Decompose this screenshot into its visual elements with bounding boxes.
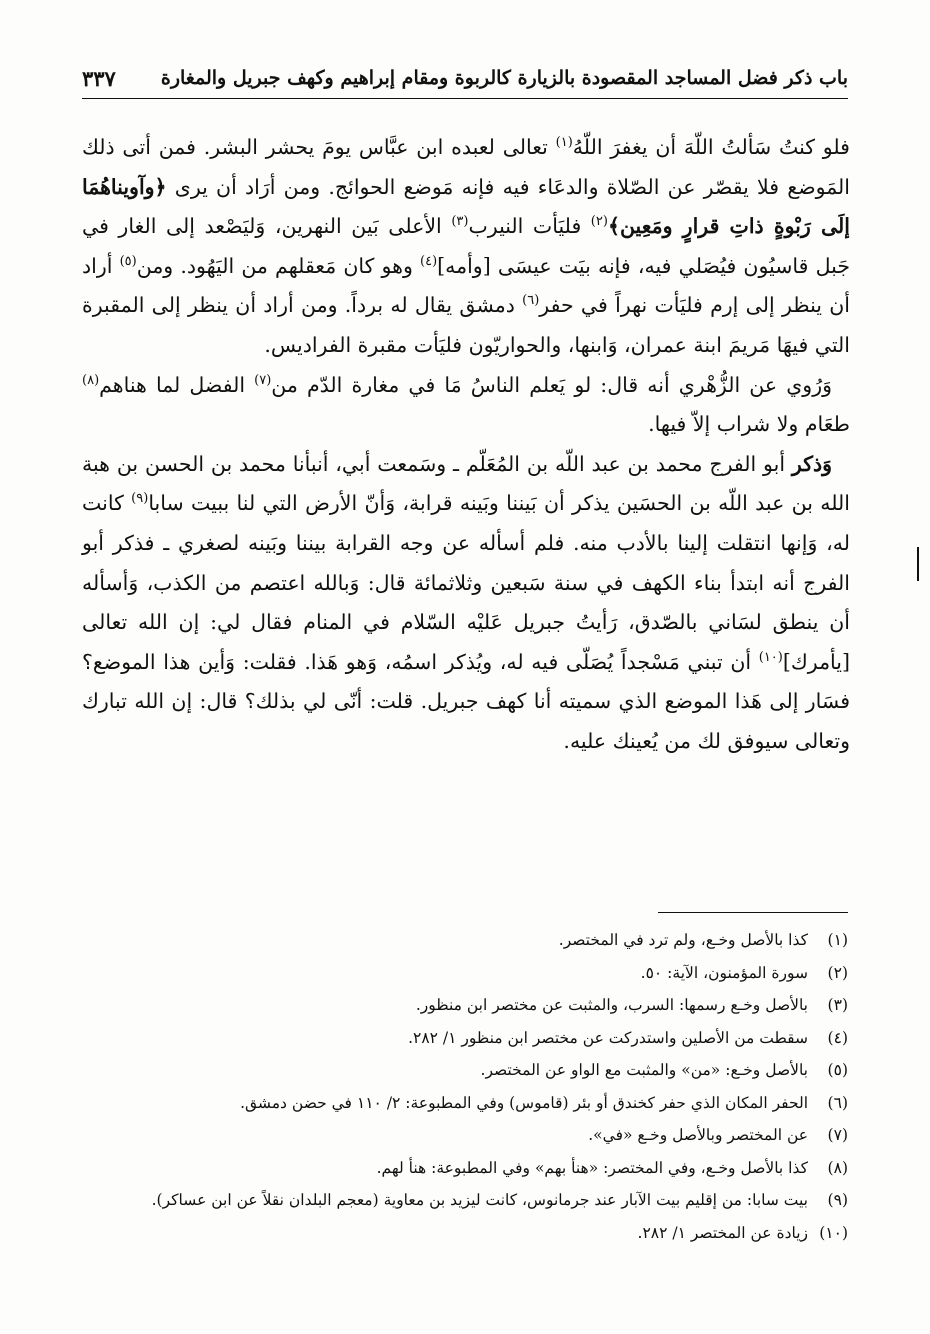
footnote-ref-7: (٧) (254, 372, 272, 388)
footnote-text: سورة المؤمنون، الآية: ٥٠. (640, 963, 808, 982)
footnote-text: بيت سابا: من إقليم بيت الآبار عند جرمانوس، كانت ليزيد بن معاوية (معجم البلدان نقلاً عن ابن عساكر). (151, 1191, 808, 1209)
paragraph-1 (82, 128, 850, 366)
footnote-ref-1: (١) (555, 135, 573, 151)
page-number: ٣٣٧ (82, 65, 116, 91)
footnote-text: بالأصل وخـع رسمها: السرب، والمثبت عن مختصر ابن منظور. (415, 996, 808, 1014)
footnote-text: عن المختصر وبالأصل وخـع «في». (588, 1126, 808, 1144)
main-text (82, 128, 850, 762)
text-segment: تعالى لعبده ابن عبَّاس يومَ يحشر البشر. فمن أتى ذلك المَوضع فلا يقصّر عن الصّلاة والدعَاء فيه فإنه مَوضع الحوائج. ومن أرَاد أن يرى (82, 135, 850, 199)
page-header (82, 58, 848, 99)
footnote-number: (٤) (827, 1028, 848, 1047)
footnote (82, 957, 848, 990)
text-segment: الأعلى بَين النهرين، وَليَصْعد إلى الغار في جَبل قاسيُون فيُصَلي فيه، فإنه بيَت عيسَى [وأمه] (82, 214, 850, 278)
footnote-number: (١) (827, 931, 848, 949)
footnote (82, 924, 848, 957)
text-segment: دمشق يقال له برداً. ومن أراد أن ينظر إلى المقبرة التي فيهَا مَريمَ ابنة عمران، وَابنها، والحواريّون فليَأت مقبرة الفراديس. (82, 293, 850, 357)
footnote-text: كذا بالأصل وخـع، وفي المختصر: «هنأ بهم» وفي المطبوعة: هنأ لهم. (376, 1158, 808, 1177)
footnote-ref-4: (٤) (420, 253, 438, 269)
text-segment: كانت له، وَإنها انتقلت إلينا بالأدب منه. فلم أسأله عن وجه القرابة بيننا وبَينه لصغري ـ فذكر أبو الفرج أنه ابتدأ بناء الكهف في سنة سَبعين وثلاثمائة قال: وَبالله اعتصم من الكذب، وَأسأله أن ينطق لسَاني بالصّدق، رَأيتُ جبريل عَليْه السّلام في المنام فقال لي: إن الله تعالى [يأمرك] (82, 491, 850, 674)
footnote (82, 989, 848, 1022)
footnote (82, 1152, 848, 1185)
footnote-number: (٥) (827, 1061, 848, 1079)
quran-verse: ﴿وآويناهُمَا إلَى رَبْوةٍ ذاتِ قرارٍ ومَعِين﴾ (82, 174, 850, 239)
running-title: باب ذكر فضل المساجد المقصودة بالزيارة كالربوة ومقام إبراهيم وكهف جبريل والمغارة (160, 67, 848, 89)
footnote (82, 1184, 848, 1217)
footnote-text: سقطت من الأصلين واستدركت عن مختصر ابن منظور ١/ ٢٨٢. (408, 1028, 808, 1047)
footnote-text: كذا بالأصل وخـع، ولم ترد في المختصر. (558, 931, 808, 949)
footnote-ref-3: (٣) (451, 214, 469, 230)
text-segment: أراد أن ينظر إلى إرم فليَأت نهراً في حفر (82, 253, 850, 318)
text-segment: أن تبني مَسْجداً يُصَلّى فيه له، ويُذكر اسمُه، وَهو هَذا. فقلت: وَأين هذا الموضع؟ فسَار إلى هَذا الموضع الذي سميته أنا كهف جبريل. قلت: أنّى لي بذلك؟ قال: إن الله تبارك وتعالى سيوفق لك من يُعينك عليه. (82, 649, 850, 753)
footnote (82, 1119, 848, 1152)
footnote-number: (٩) (827, 1191, 848, 1209)
footnote (82, 1022, 848, 1055)
margin-mark (917, 547, 919, 581)
footnote (82, 1217, 848, 1250)
footnote-text: الحفر المكان الذي حفر كخندق أو بئر (قاموس) وفي المطبوعة: ٢/ ١١٠ في حضن دمشق. (240, 1093, 808, 1112)
text-segment: الفضل لما هناهم (99, 372, 255, 397)
text-segment: فليَأت النيرب (468, 214, 591, 239)
footnote-number: (٧) (827, 1126, 848, 1144)
footnote-number: (١٠) (819, 1223, 848, 1242)
footnote-ref-10: (١٠) (758, 649, 783, 665)
footnotes (82, 924, 848, 1249)
footnote-ref-9: (٩) (131, 491, 149, 507)
paragraph-3 (82, 445, 850, 762)
text-segment: أبو الفرج محمد بن عبد اللّه بن المُعَلّم ـ وسَمعت أبي، أنبأنا محمد بن الحسن بن هبة الله بن عبد اللّه بن الحسَين يذكر أن بَيننا وبَينه قرابة، وَأنّ الأرض التي لنا ببيت سابا (82, 451, 850, 516)
text-segment: وهو كان مَعقلهم من اليَهُود. ومن (136, 253, 420, 278)
text-segment: طعَام ولا شراب إلاّ فيها. (648, 412, 850, 437)
footnote-text: بالأصل وخـع: «من» والمثبت مع الواو عن المختصر. (480, 1061, 808, 1079)
footnote-number: (٣) (827, 996, 848, 1014)
lead-word: وَذكر (791, 451, 832, 476)
footnote (82, 1087, 848, 1120)
footnote-ref-8: (٨) (82, 372, 100, 388)
footnote-number: (٦) (827, 1093, 848, 1112)
paragraph-2 (82, 366, 850, 445)
footnote-divider (658, 912, 848, 913)
footnote-number: (٨) (827, 1158, 848, 1177)
footnote-ref-6: (٦) (522, 293, 540, 309)
footnote-number: (٢) (827, 963, 848, 982)
footnote-ref-5: (٥) (119, 253, 137, 269)
footnote-text: زيادة عن المختصر ١/ ٢٨٢. (637, 1223, 808, 1242)
footnote-ref-2: (٢) (590, 214, 608, 230)
footnote (82, 1054, 848, 1087)
text-segment: وَرُوي عن الزُّهْري أنه قال: لو يَعلم الناسُ مَا في مغارة الدّم من (271, 372, 832, 397)
text-segment: فلو كنتُ سَألتُ اللّهَ أن يغفرَ اللّهُ (572, 135, 850, 159)
